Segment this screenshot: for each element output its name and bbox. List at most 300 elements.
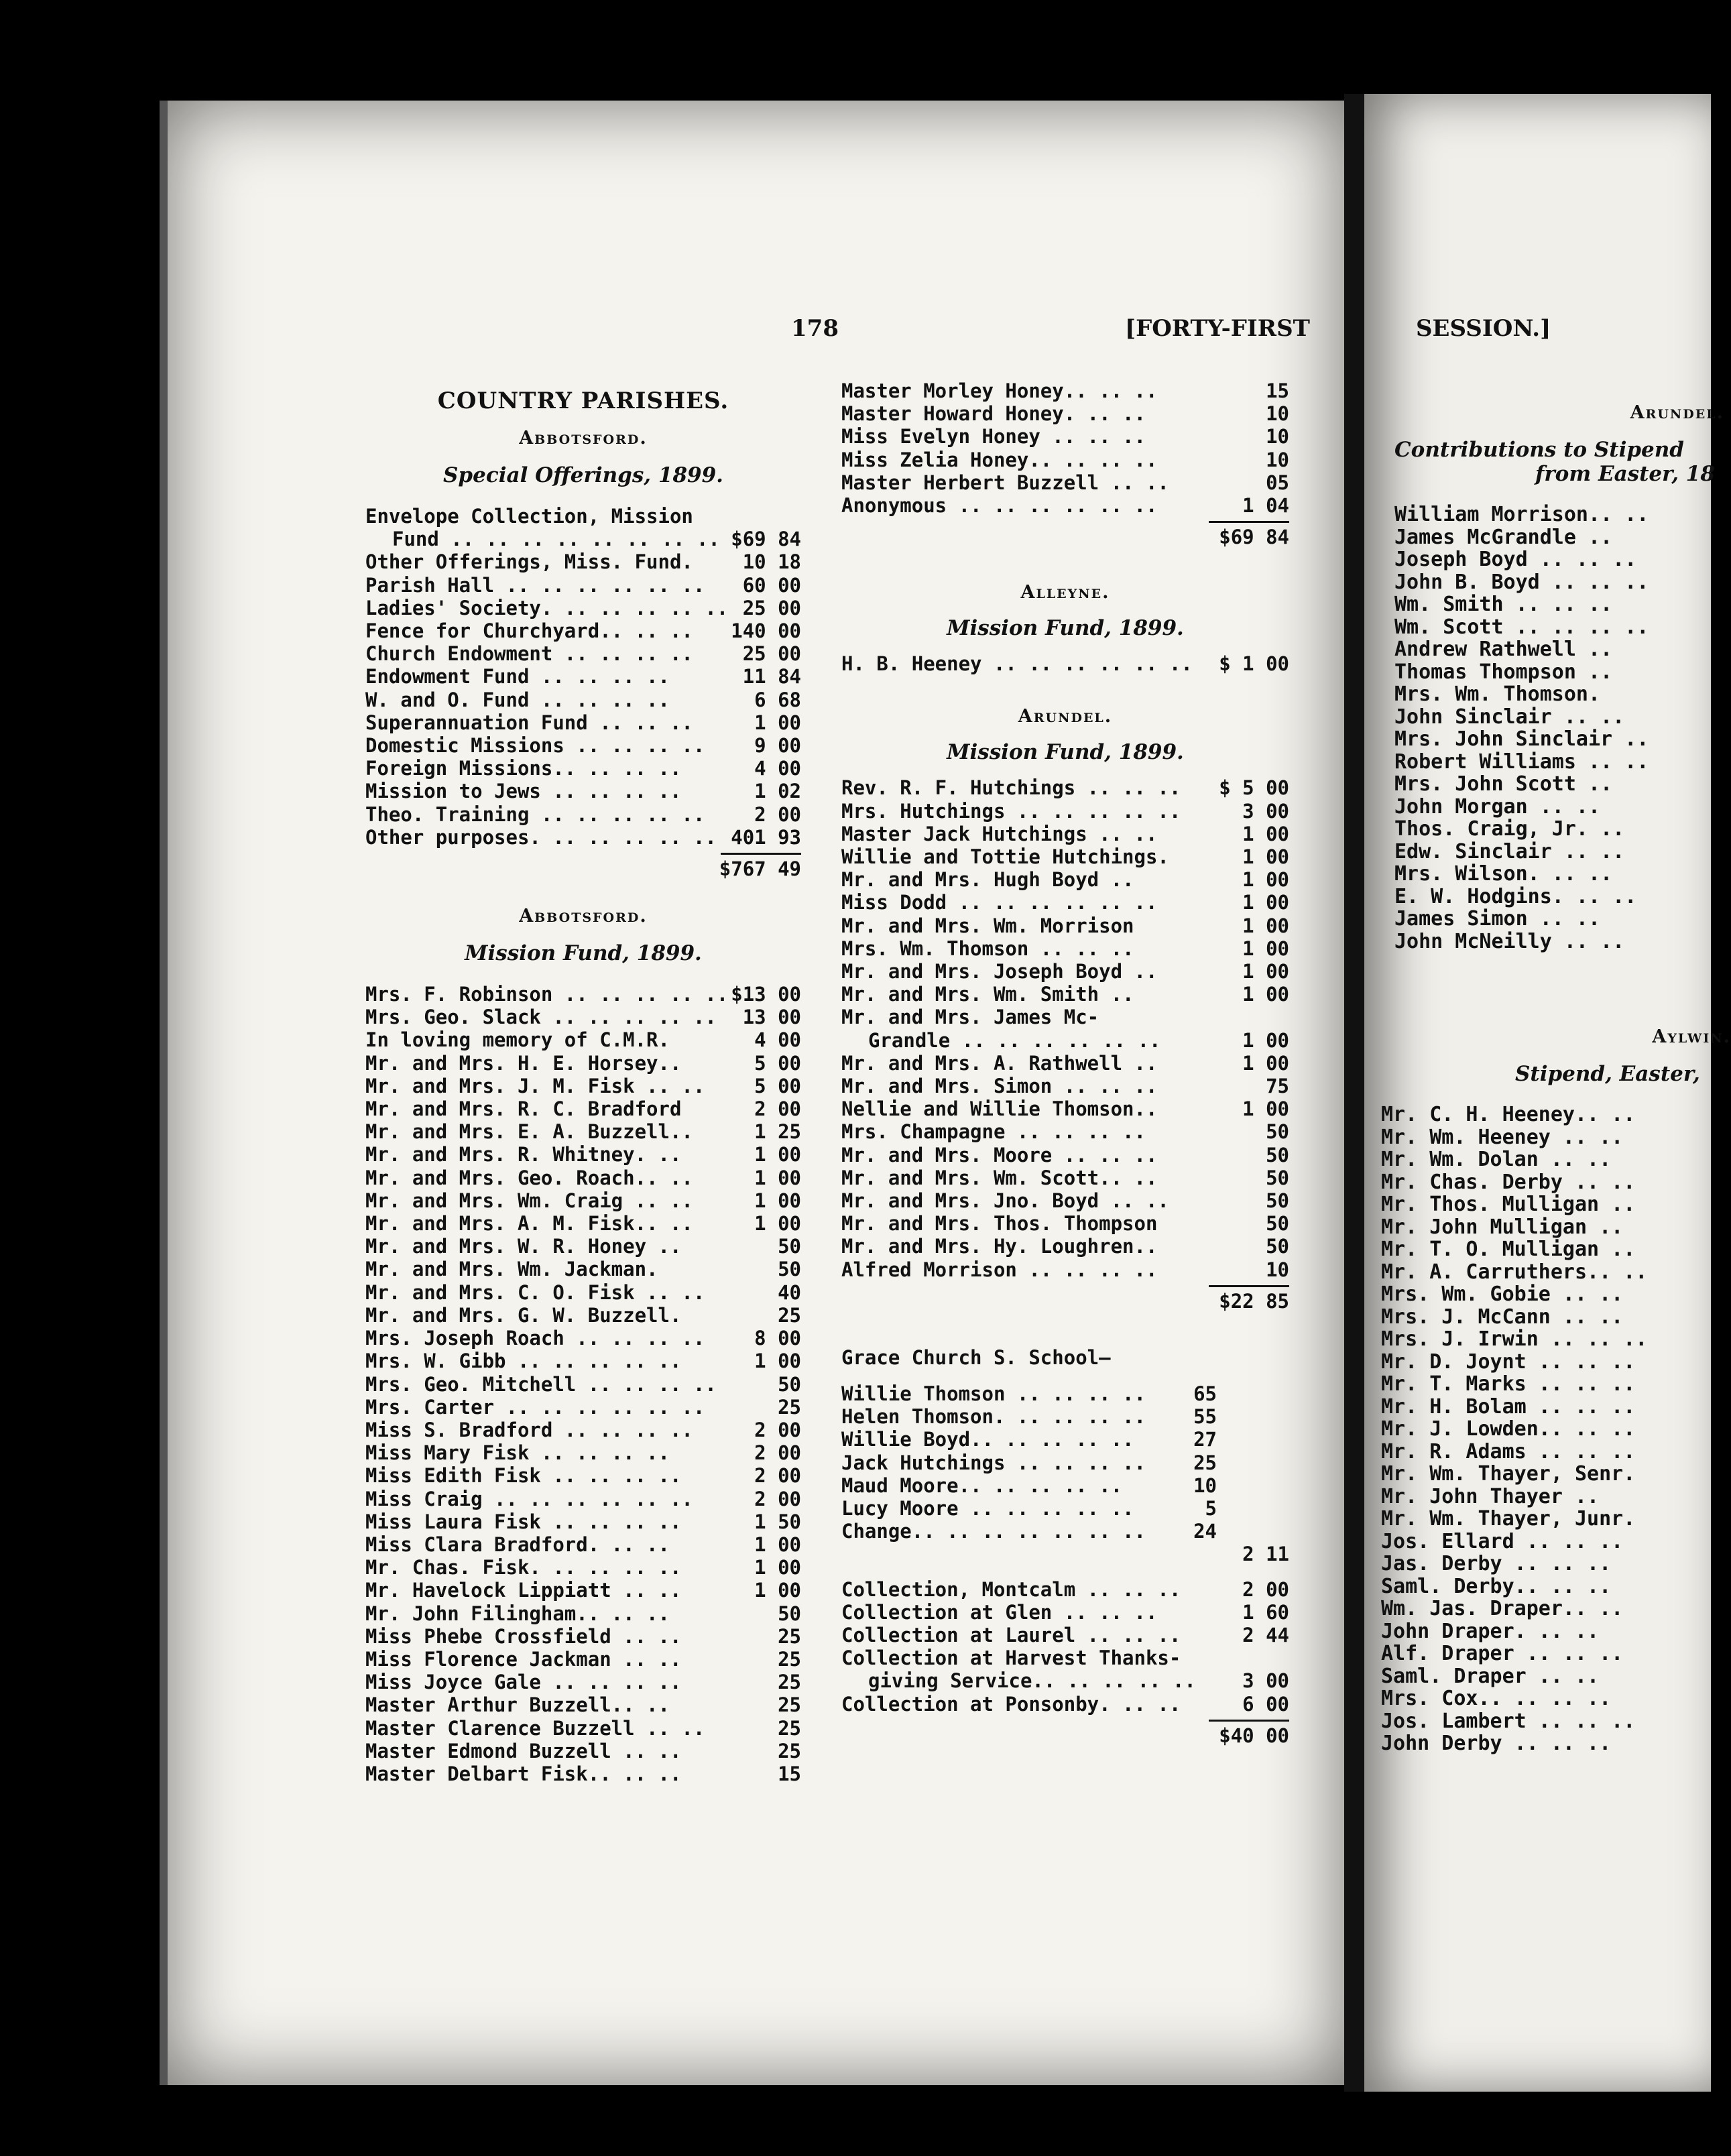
entry-name: Wm. Scott .. .. .. ..	[1394, 615, 1649, 639]
entry-name: John Morgan .. ..	[1394, 794, 1601, 819]
arundel-list	[841, 776, 1289, 1280]
table-row	[365, 1143, 801, 1166]
entry-amount: 2 00	[754, 1441, 801, 1465]
alleyne-list	[841, 652, 1289, 675]
entry-name: Mrs. Cox.. .. .. ..	[1381, 1687, 1612, 1710]
table-row	[365, 1350, 801, 1372]
table-row	[365, 688, 801, 711]
entry-amount: 5 00	[754, 1051, 801, 1075]
entry-name: Mr. D. Joynt .. .. ..	[1381, 1350, 1636, 1374]
table-row	[841, 1624, 1289, 1646]
table-row	[841, 1212, 1289, 1235]
entry-amount: 2 00	[754, 1464, 801, 1488]
list-item	[1394, 706, 1711, 729]
entry-amount: 1 00	[1242, 868, 1289, 892]
entry-amount: 25	[778, 1739, 801, 1762]
list-item	[1381, 1103, 1711, 1126]
entry-name: Mr. and Mrs. Simon .. .. ..	[841, 1075, 1158, 1098]
entry-name: giving Service.. .. .. .. ..	[868, 1669, 1196, 1693]
entry-name: Mr. Wm. Heeney .. ..	[1381, 1125, 1624, 1149]
table-row	[841, 1235, 1289, 1258]
table-row	[841, 1669, 1289, 1692]
table-row	[365, 574, 801, 597]
entry-amount: 10	[1266, 1258, 1289, 1281]
entry-amount: 10 18	[742, 550, 801, 574]
entry-amount: 60 00	[742, 573, 801, 597]
entry-name: Miss Mary Fisk .. .. .. ..	[365, 1441, 670, 1465]
table-row	[841, 1451, 1217, 1474]
table-row	[365, 1533, 801, 1556]
entry-name: Mrs. Joseph Roach .. .. .. ..	[365, 1327, 705, 1350]
entry-amount: 25	[778, 1671, 801, 1694]
entry-name: Mr. H. Bolam .. .. ..	[1381, 1394, 1636, 1419]
entry-name: Mr. and Mrs. H. E. Horsey..	[365, 1051, 682, 1075]
entry-name: Mr. T. O. Mulligan ..	[1381, 1238, 1636, 1261]
table-row	[841, 1474, 1217, 1497]
entry-name: Mr. and Mrs. Wm. Morrison	[841, 914, 1134, 937]
entry-name: Mr. and Mrs. W. R. Honey ..	[365, 1235, 682, 1258]
entry-name: Master Howard Honey. .. ..	[841, 402, 1146, 426]
entry-name: Mrs. John Sinclair ..	[1394, 727, 1649, 751]
list-item	[1381, 1193, 1711, 1216]
entry-name: Master Clarence Buzzell .. ..	[365, 1716, 705, 1740]
entry-name: Mr. and Mrs. E. A. Buzzell..	[365, 1120, 693, 1144]
entry-amount: 1 00	[754, 1166, 801, 1189]
total-rule	[1209, 521, 1289, 523]
table-row	[841, 868, 1289, 891]
entry-name: Mr. Wm. Dolan .. ..	[1381, 1148, 1612, 1171]
entry-amount: 1 00	[1242, 1097, 1289, 1121]
column-1	[365, 387, 801, 1785]
entry-name: John McNeilly .. ..	[1394, 929, 1625, 953]
entry-amount: 50	[778, 1235, 801, 1258]
entry-amount: 40	[778, 1280, 801, 1304]
entry-name: Jas. Derby .. .. ..	[1381, 1552, 1612, 1575]
entry-name: William Morrison.. ..	[1394, 503, 1649, 526]
entry-name: In loving memory of C.M.R.	[365, 1028, 670, 1052]
entry-name: Mr. and Mrs. Wm. Craig .. ..	[365, 1189, 693, 1212]
entry-amount	[1229, 1006, 1289, 1028]
table-row	[841, 1646, 1289, 1669]
entry-amount: 27	[1193, 1428, 1217, 1451]
entry-name: Mrs. Wilson. .. ..	[1394, 862, 1613, 886]
parish-heading: Abbotsford.	[519, 906, 648, 927]
entry-amount: 55	[1193, 1405, 1217, 1429]
list-item	[1394, 728, 1711, 751]
entry-name: Lucy Moore .. .. .. .. ..	[841, 1496, 1134, 1520]
list-item	[1381, 1642, 1711, 1665]
entry-name: Other purposes. .. .. .. .. ..	[365, 825, 717, 849]
entry-name: John Derby .. .. ..	[1381, 1732, 1612, 1755]
entry-amount: 2 00	[754, 802, 801, 826]
list-item	[1381, 1441, 1711, 1463]
entry-name: Collection at Harvest Thanks-	[841, 1646, 1181, 1670]
list-item	[1381, 1665, 1711, 1688]
parish-heading: Alleyne.	[1020, 582, 1110, 603]
table-row	[365, 1648, 801, 1671]
table-row	[841, 1497, 1217, 1520]
list-item	[1381, 1373, 1711, 1396]
entry-name: Mr. John Thayer ..	[1381, 1484, 1600, 1508]
table-row	[841, 1144, 1289, 1166]
entry-name: Mr. and Mrs. Hugh Boyd ..	[841, 868, 1134, 892]
book-gutter	[1344, 94, 1364, 2092]
entry-name: Mrs. Champagne .. .. .. ..	[841, 1120, 1146, 1144]
entry-amount: $ 1 00	[1219, 652, 1289, 676]
table-row	[365, 711, 801, 734]
entry-amount: 5	[1205, 1496, 1217, 1520]
entry-name: Collection at Ponsonby. .. ..	[841, 1692, 1181, 1716]
entry-name: Thos. Craig, Jr. ..	[1394, 817, 1625, 841]
entry-name: Anonymous .. .. .. .. .. ..	[841, 494, 1158, 518]
list-item	[1394, 818, 1711, 841]
entry-amount: 13 00	[742, 1006, 801, 1029]
entry-amount: 50	[778, 1258, 801, 1281]
entry-name: Alf. Draper .. .. ..	[1381, 1642, 1624, 1665]
entry-amount: 1 60	[1242, 1600, 1289, 1624]
entry-name: Change.. .. .. .. .. .. ..	[841, 1520, 1146, 1543]
entry-name: Thomas Thompson ..	[1394, 660, 1613, 684]
list-item	[1381, 1238, 1711, 1261]
entry-name: Mr. Chas. Fisk. .. .. .. ..	[365, 1556, 682, 1579]
entry-name: Miss Laura Fisk .. .. .. ..	[365, 1510, 682, 1533]
entry-amount: 25	[778, 1395, 801, 1419]
entry-amount: 2 00	[1242, 1577, 1289, 1601]
column-2	[841, 379, 1289, 1747]
entry-amount: 8 00	[754, 1327, 801, 1350]
entry-amount: 50	[1266, 1120, 1289, 1144]
list-item	[1394, 503, 1711, 526]
entry-amount: 50	[778, 1602, 801, 1625]
entry-amount: $69 84	[731, 528, 801, 551]
entry-name: Domestic Missions .. .. .. ..	[365, 734, 705, 758]
list-item	[1381, 1575, 1711, 1598]
table-row	[841, 914, 1289, 937]
entry-amount: 25	[1193, 1451, 1217, 1474]
table-row	[841, 1693, 1289, 1716]
table-row	[365, 734, 801, 757]
entry-amount: 11 84	[742, 665, 801, 688]
table-row	[365, 1488, 801, 1510]
entry-amount: 10	[1266, 425, 1289, 448]
table-row	[841, 425, 1289, 448]
entry-name: Superannuation Fund .. .. ..	[365, 711, 693, 734]
entry-name: Miss Joyce Gale .. .. .. ..	[365, 1671, 682, 1694]
table-row	[365, 1373, 801, 1396]
entry-amount: 401 93	[731, 825, 801, 849]
entry-name: Miss Dodd .. .. .. .. .. ..	[841, 891, 1158, 914]
entry-amount: $ 5 00	[1219, 776, 1289, 800]
table-row	[841, 471, 1289, 494]
entry-name: Jack Hutchings .. .. .. ..	[841, 1451, 1146, 1474]
aylwin-list	[1381, 1103, 1711, 1755]
table-row	[841, 402, 1289, 425]
table-row	[841, 1189, 1289, 1212]
table-row	[841, 1520, 1217, 1543]
entry-amount: 1 00	[754, 1143, 801, 1166]
entry-amount: 25	[778, 1303, 801, 1327]
table-row	[841, 1382, 1217, 1405]
table-row	[365, 1166, 801, 1189]
table-row	[841, 494, 1289, 517]
entry-name: Wm. Smith .. .. ..	[1394, 593, 1613, 616]
entry-amount: 65	[1193, 1382, 1217, 1405]
total: $69 84	[1219, 526, 1289, 549]
entry-name: Collection at Laurel .. .. ..	[841, 1623, 1181, 1646]
entry-name: Mr. and Mrs. G. W. Buzzell.	[365, 1303, 682, 1327]
entry-amount: 15	[778, 1762, 801, 1785]
table-row	[365, 1419, 801, 1441]
entry-name: Mr. Thos. Mulligan ..	[1381, 1193, 1636, 1216]
entry-name: Robert Williams .. ..	[1394, 750, 1649, 774]
total: $767 49	[719, 857, 801, 881]
table-row	[365, 619, 801, 642]
list-item	[1394, 841, 1711, 863]
table-row	[841, 1405, 1217, 1428]
entry-name: Mr. and Mrs. A. Rathwell ..	[841, 1051, 1158, 1075]
list-item	[1381, 1531, 1711, 1553]
entry-amount: 50	[1266, 1235, 1289, 1258]
grace-heading: Grace Church S. School—	[841, 1345, 1111, 1369]
entry-amount: 1 00	[1242, 822, 1289, 845]
entry-amount: 4 00	[754, 757, 801, 780]
entry-name: Willie Thomson .. .. .. ..	[841, 1382, 1146, 1405]
entry-name: Master Morley Honey.. .. ..	[841, 379, 1158, 402]
list-item	[1381, 1418, 1711, 1441]
entry-amount: 1 00	[1242, 937, 1289, 960]
entry-name: Jos. Ellard .. .. ..	[1381, 1529, 1624, 1553]
entry-name: Rev. R. F. Hutchings .. .. ..	[841, 776, 1181, 800]
list-item	[1381, 1732, 1711, 1755]
entry-amount: 75	[1266, 1075, 1289, 1098]
entry-name: Miss S. Bradford .. .. .. ..	[365, 1418, 693, 1441]
entry-amount: 1 04	[1242, 494, 1289, 518]
table-row	[841, 800, 1289, 823]
table-row	[841, 1258, 1289, 1281]
table-row	[365, 1075, 801, 1097]
entry-amount: 1 00	[754, 1212, 801, 1236]
entry-name: Mr. T. Marks .. .. ..	[1381, 1372, 1636, 1396]
table-row	[841, 960, 1289, 983]
table-row	[841, 891, 1289, 914]
entry-name: Fund .. .. .. .. .. .. .. ..	[392, 528, 720, 551]
table-row	[365, 642, 801, 665]
table-row	[841, 652, 1289, 675]
entry-name: Mr. R. Adams .. .. ..	[1381, 1439, 1636, 1463]
list-item	[1394, 638, 1711, 661]
table-row	[841, 823, 1289, 845]
list-item	[1394, 661, 1711, 684]
entry-amount	[741, 505, 801, 528]
table-row	[841, 776, 1289, 799]
entry-amount: 25	[778, 1624, 801, 1648]
table-row	[365, 505, 801, 528]
table-row	[365, 1762, 801, 1785]
list-item	[1381, 1396, 1711, 1419]
entry-name: Mission to Jews .. .. .. ..	[365, 780, 682, 803]
entry-name: Master Edmond Buzzell .. ..	[365, 1739, 682, 1762]
entry-name: Mr. Havelock Lippiatt .. ..	[365, 1579, 682, 1602]
column-3	[1381, 402, 1731, 1755]
entry-amount: 2 44	[1242, 1623, 1289, 1646]
table-row	[841, 1052, 1289, 1075]
entry-amount: 1 00	[754, 1556, 801, 1579]
entry-amount: 1 00	[754, 1350, 801, 1373]
entry-name: Edw. Sinclair .. ..	[1394, 839, 1625, 863]
entry-amount: 6 00	[1242, 1692, 1289, 1716]
entry-name: Mr. and Mrs. Wm. Scott.. ..	[841, 1166, 1158, 1189]
table-row	[365, 1579, 801, 1602]
list-item	[1394, 863, 1711, 886]
table-row	[365, 1441, 801, 1464]
table-row	[365, 780, 801, 802]
list-item	[1381, 1486, 1711, 1508]
table-row	[365, 1510, 801, 1533]
list-item	[1394, 908, 1711, 931]
table-row	[841, 1097, 1289, 1120]
table-row	[365, 1740, 801, 1762]
entry-amount: 50	[1266, 1143, 1289, 1166]
list-item	[1394, 593, 1711, 616]
entry-name: Jos. Lambert .. .. ..	[1381, 1709, 1636, 1733]
entry-amount: 05	[1266, 471, 1289, 494]
list-item	[1381, 1620, 1711, 1643]
entry-name: Mr. and Mrs. J. M. Fisk .. ..	[365, 1074, 705, 1097]
list-item	[1394, 526, 1711, 549]
table-row	[841, 1075, 1289, 1097]
table-row	[365, 1693, 801, 1716]
entry-name: James Simon .. ..	[1394, 907, 1601, 931]
table-row	[841, 1166, 1289, 1189]
entry-name: Envelope Collection, Mission	[365, 505, 693, 528]
entry-name: Mr. and Mrs. Hy. Loughren..	[841, 1235, 1158, 1258]
grace-subtotal: 2 11	[1242, 1543, 1289, 1566]
list-item	[1381, 1508, 1711, 1531]
list-item	[1381, 1553, 1711, 1575]
table-row	[841, 379, 1289, 402]
entry-name: Mrs. Wm. Thomson .. .. ..	[841, 937, 1134, 960]
entry-name: Church Endowment .. .. .. ..	[365, 642, 693, 666]
table-row	[841, 1006, 1289, 1028]
entry-name: Saml. Draper .. ..	[1381, 1664, 1600, 1688]
entry-name: Mrs. Geo. Mitchell .. .. .. ..	[365, 1372, 717, 1396]
entry-name: W. and O. Fund .. .. .. ..	[365, 688, 670, 711]
entry-name: Mrs. F. Robinson .. .. .. .. ..	[365, 983, 729, 1006]
entry-amount: 2 00	[754, 1097, 801, 1121]
page-number: 178	[791, 315, 839, 342]
list-item	[1394, 796, 1711, 819]
list-item	[1381, 1328, 1711, 1351]
running-head-left: [FORTY-FIRST	[1125, 315, 1310, 342]
entry-amount: 1 00	[754, 1189, 801, 1212]
list-item	[1381, 1306, 1711, 1329]
table-row	[365, 1671, 801, 1693]
entry-amount: 25 00	[742, 596, 801, 619]
entry-name: Fence for Churchyard.. .. ..	[365, 619, 693, 643]
carried-list	[841, 379, 1289, 517]
entry-name: Mr. Wm. Thayer, Senr.	[1381, 1462, 1636, 1486]
entry-amount: 1 25	[754, 1120, 801, 1144]
subheading: Mission Fund, 1899.	[465, 941, 702, 966]
entry-name: Mr. Chas. Derby .. ..	[1381, 1170, 1636, 1194]
table-row	[365, 1396, 801, 1419]
total-rule	[1209, 1285, 1289, 1287]
entry-name: Other Offerings, Miss. Fund.	[365, 550, 693, 574]
list-item	[1381, 1687, 1711, 1710]
subheading: Mission Fund, 1899.	[947, 740, 1184, 765]
entry-amount: 25	[778, 1647, 801, 1671]
table-row	[365, 803, 801, 826]
stipend-list	[1394, 503, 1711, 953]
entry-name: Willie and Tottie Hutchings.	[841, 845, 1169, 869]
entry-name: Mrs. Hutchings .. .. .. .. ..	[841, 799, 1181, 823]
list-item	[1394, 886, 1711, 908]
grace-list	[841, 1382, 1217, 1543]
entry-name: Mr. and Mrs. A. M. Fisk.. ..	[365, 1212, 693, 1236]
entry-name: Mr. and Mrs. Thos. Thompson	[841, 1212, 1158, 1236]
table-row	[365, 1006, 801, 1028]
entry-name: Grandle .. .. .. .. .. ..	[868, 1028, 1161, 1052]
entry-name: Mr. Wm. Thayer, Junr.	[1381, 1507, 1636, 1531]
entry-amount: 25	[778, 1716, 801, 1740]
table-row	[841, 1578, 1289, 1601]
entry-name: Mr. and Mrs. Wm. Smith ..	[841, 983, 1134, 1006]
table-row	[365, 1625, 801, 1648]
list-item	[1394, 548, 1711, 571]
entry-amount: 10	[1193, 1474, 1217, 1497]
list-item	[1381, 1216, 1711, 1239]
entry-amount: 1 00	[1242, 845, 1289, 869]
table-row	[365, 528, 801, 550]
entry-name: Mr. and Mrs. Wm. Jackman.	[365, 1258, 658, 1281]
entry-amount: 50	[1266, 1166, 1289, 1189]
subheading: Stipend, Easter,	[1515, 1062, 1700, 1086]
table-row	[841, 937, 1289, 960]
table-row	[365, 1327, 801, 1350]
list-item	[1381, 1283, 1711, 1306]
entry-amount: $13 00	[731, 983, 801, 1006]
entry-amount: 1 00	[754, 1579, 801, 1602]
table-row	[841, 1428, 1217, 1451]
entry-name: Nellie and Willie Thomson..	[841, 1097, 1158, 1121]
list-item	[1394, 931, 1711, 953]
list-item	[1394, 571, 1711, 594]
entry-name: John B. Boyd .. .. ..	[1394, 570, 1649, 594]
list-item	[1381, 1710, 1711, 1733]
entry-amount: 2 00	[754, 1418, 801, 1441]
table-row	[365, 1304, 801, 1327]
table-row	[841, 1601, 1289, 1624]
entry-name: Maud Moore.. .. .. .. ..	[841, 1474, 1123, 1497]
list-item	[1381, 1463, 1711, 1486]
subheading: Mission Fund, 1899.	[947, 616, 1184, 641]
entry-name: Willie Boyd.. .. .. .. ..	[841, 1428, 1134, 1451]
table-row	[365, 597, 801, 619]
entry-amount: 25 00	[742, 642, 801, 666]
table-row	[365, 1235, 801, 1258]
entry-name: Mr. John Mulligan ..	[1381, 1215, 1624, 1239]
entry-amount: 50	[778, 1372, 801, 1396]
table-row	[365, 1464, 801, 1487]
entry-name: Endowment Fund .. .. .. ..	[365, 665, 670, 688]
list-item	[1394, 683, 1711, 706]
entry-name: Miss Edith Fisk .. .. .. ..	[365, 1464, 682, 1488]
entry-amount: 140 00	[731, 619, 801, 643]
entry-name: Mrs. Wm. Gobie .. ..	[1381, 1282, 1624, 1306]
entry-amount: 1 00	[754, 1533, 801, 1556]
entry-amount: 2 00	[754, 1487, 801, 1510]
entry-name: James McGrandle ..	[1394, 525, 1613, 549]
